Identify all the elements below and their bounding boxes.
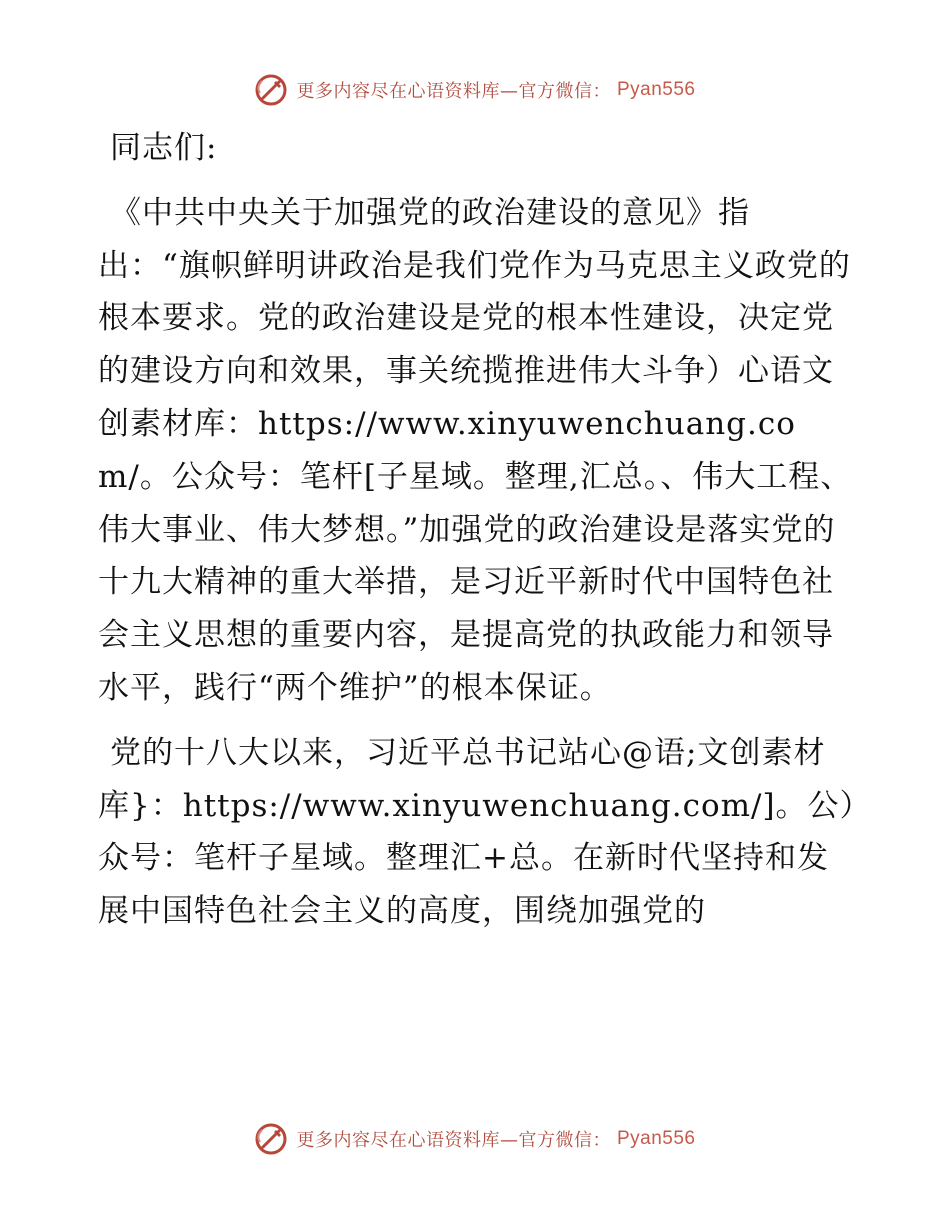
banner-wechat-id: Pyan556	[616, 1128, 696, 1149]
salutation: 同志们:	[110, 130, 218, 166]
banner-text: 更多内容尽在心语资料库—官方微信：	[296, 81, 611, 102]
pen-logo-icon	[254, 73, 288, 107]
banner-text: 更多内容尽在心语资料库—官方微信：	[296, 1130, 611, 1151]
pen-logo-icon	[254, 1122, 288, 1156]
document-body	[98, 122, 858, 950]
banner-wechat-id: Pyan556	[616, 79, 696, 100]
header-watermark	[0, 70, 950, 110]
footer-watermark	[0, 1119, 950, 1159]
paragraph-1: 《中共中央关于加强党的政治建设的意见》指出：“旗帜鲜明讲政治是我们党作为马克思主义政党的根本要求。党的政治建设是党的根本性建设，决定党的建设方向和效果，事关统揽推进伟大斗争）心语文创素材库：https://www.xinyuwenchuang.com/。公众号：笔杆[子星域。整理,汇总。、伟大工程、伟大事业、伟大梦想。”加强党的政治建设是落实党的十九大精神的重大举措，是习近平新时代中国特色社会主义思想的重要内容，是提高党的执政能力和领导水平，践行“两个维护”的根本保证。	[98, 194, 853, 706]
paragraph-2: 党的十八大以来，习近平总书记站心@语;文创素材库}：https://www.xinyuwenchuang.com/]。公）众号：笔杆子星域。整理汇+总。在新时代坚持和发展中国特色社会主义的高度，围绕加强党的	[98, 734, 857, 930]
